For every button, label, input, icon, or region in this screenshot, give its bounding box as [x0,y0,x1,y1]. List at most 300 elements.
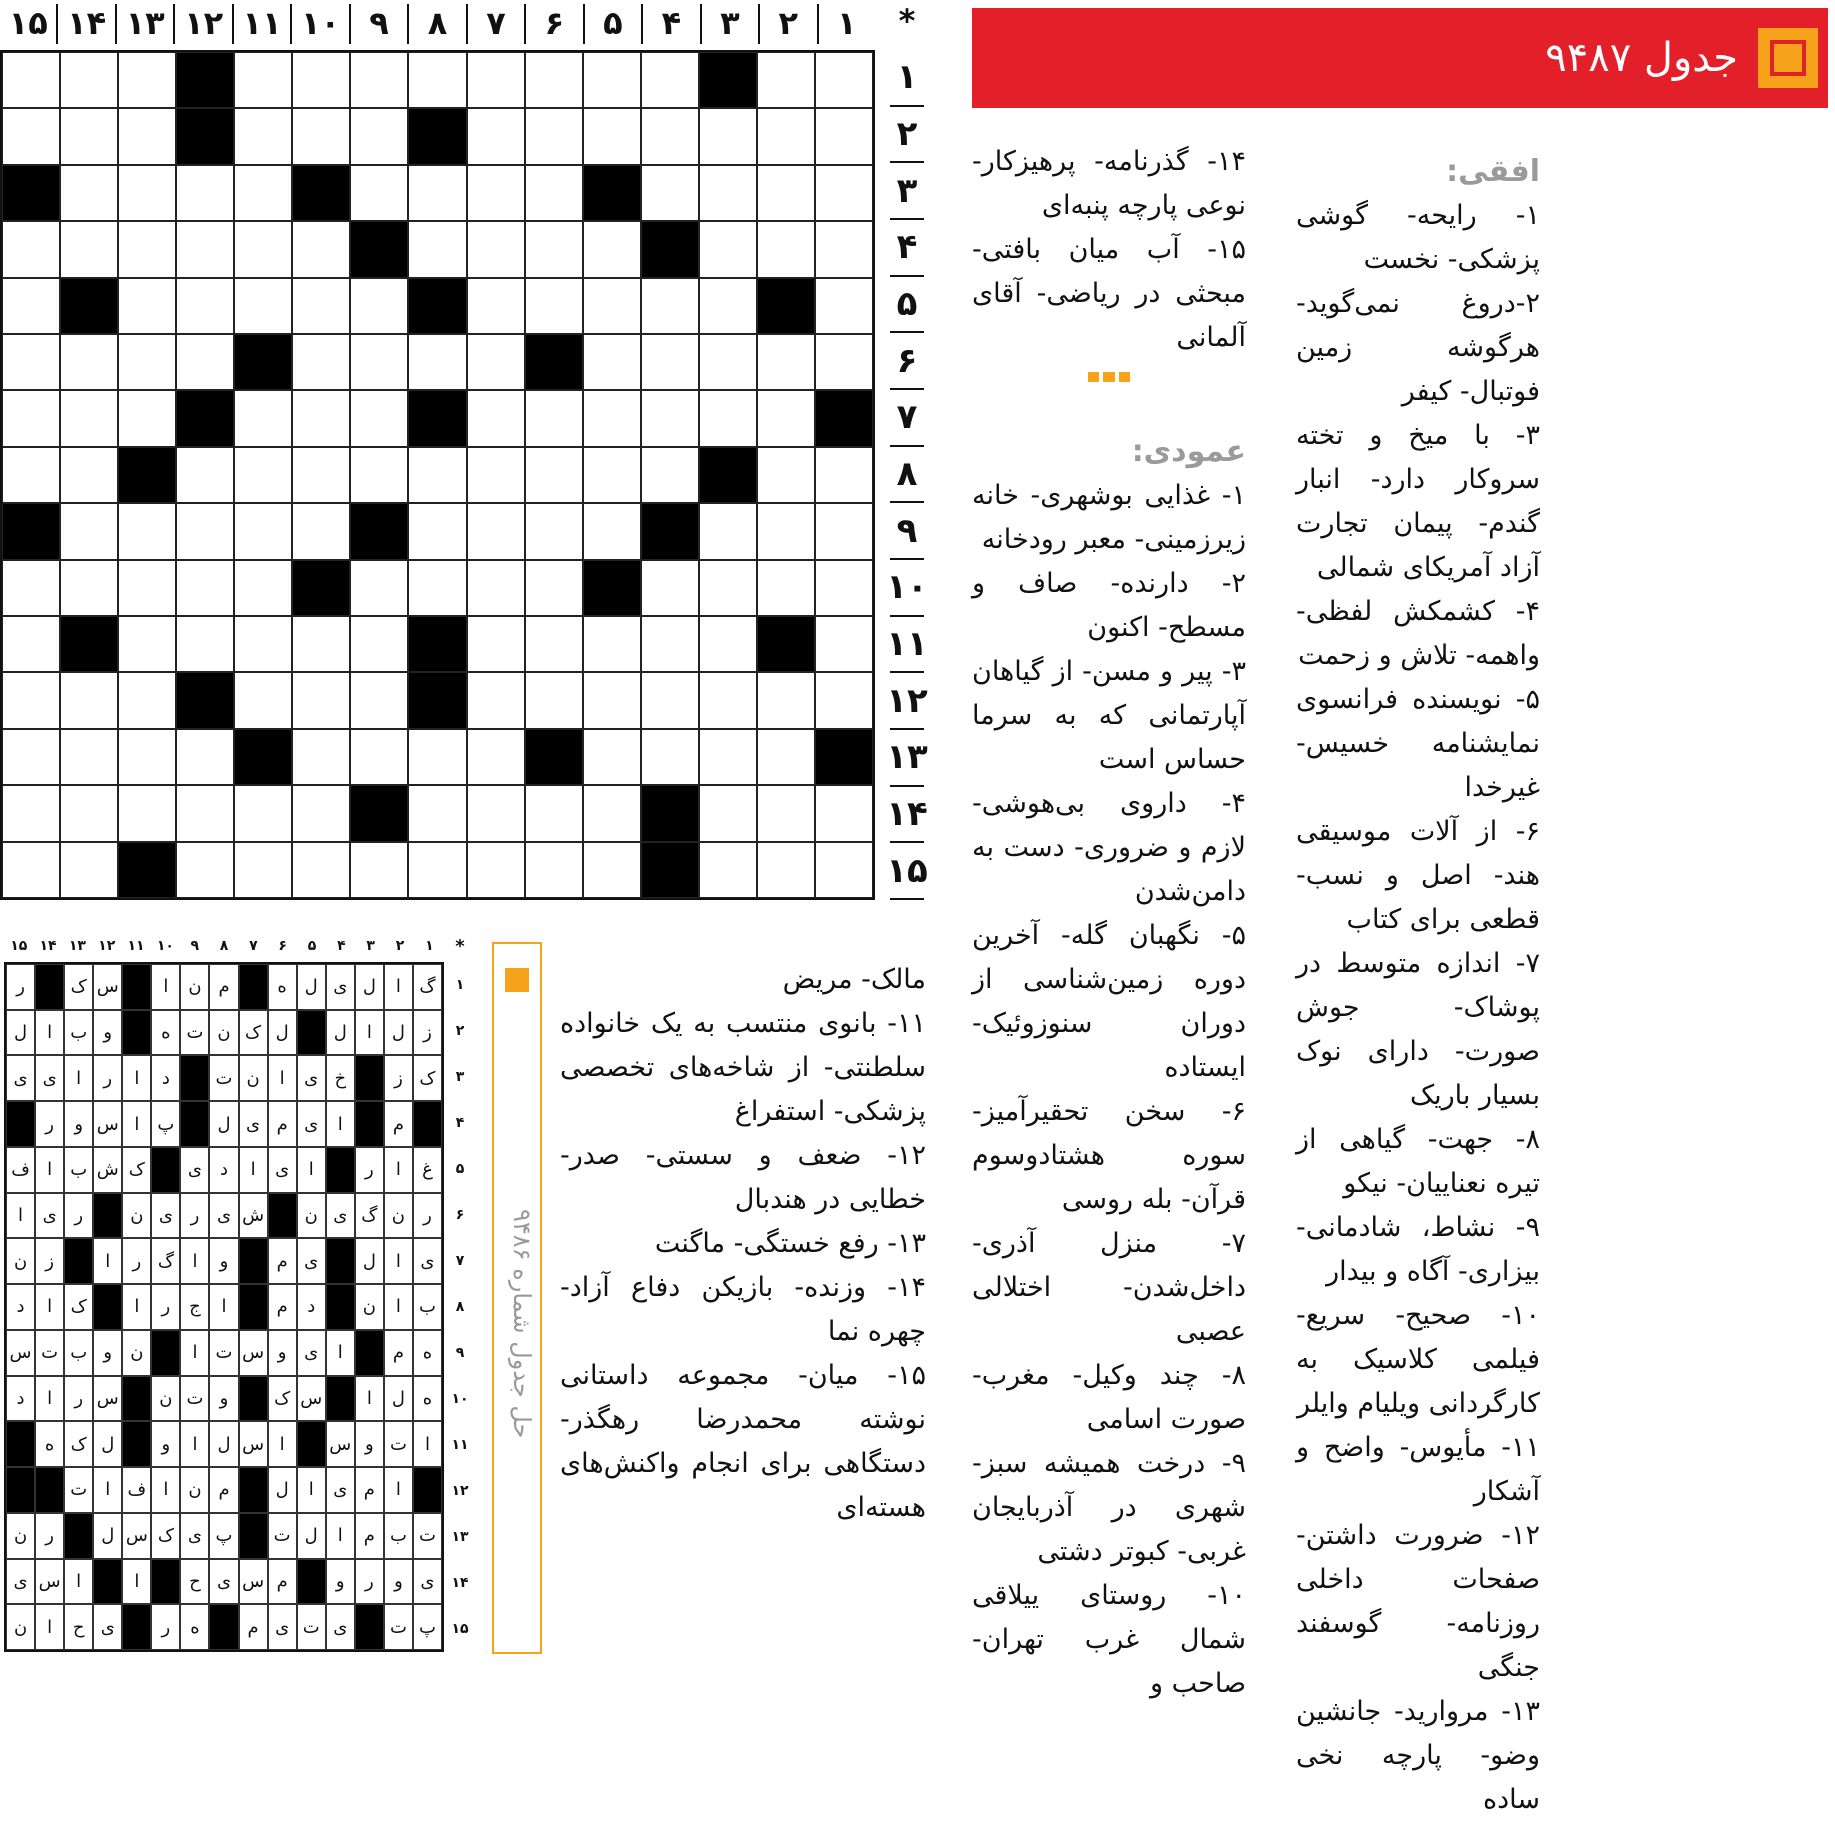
solution-row-number: ۶ [455,1207,465,1223]
grid-cell[interactable] [60,785,118,841]
solution-cell: س [93,1101,122,1147]
grid-cell[interactable] [583,221,641,277]
grid-cell[interactable] [176,616,234,672]
grid-cell[interactable] [408,52,466,108]
grid-cell[interactable] [234,390,292,446]
grid-cell[interactable] [118,52,176,108]
grid-cell[interactable] [699,165,757,221]
black-cell [583,560,641,616]
grid-cell[interactable] [583,447,641,503]
grid-cell[interactable] [467,221,525,277]
grid-cell[interactable] [2,278,60,334]
grid-cell[interactable] [292,108,350,164]
grid-cell[interactable] [176,221,234,277]
grid-cell[interactable] [176,785,234,841]
grid-cell[interactable] [467,616,525,672]
grid-cell[interactable] [641,447,699,503]
grid-cell[interactable] [234,672,292,728]
grid-cell[interactable] [292,842,350,898]
solution-black-cell [209,1604,238,1650]
grid-cell[interactable] [583,108,641,164]
solution-cell: ا [268,1421,297,1467]
grid-cell[interactable] [176,165,234,221]
solution-black-cell [180,1101,209,1147]
solution-black-cell [355,1330,384,1376]
solution-column-number: ۹ [190,938,199,954]
grid-cell[interactable] [350,334,408,390]
grid-cell[interactable] [699,729,757,785]
grid-cell[interactable] [234,616,292,672]
grid-cell[interactable] [815,52,873,108]
column-number: ۴ [641,4,699,44]
grid-cell[interactable] [583,842,641,898]
grid-cell[interactable] [583,785,641,841]
grid-cell[interactable] [350,842,408,898]
grid-cell[interactable] [118,278,176,334]
solution-cell: ا [35,1284,64,1330]
solution-black-cell [413,1101,442,1147]
grid-cell[interactable] [118,616,176,672]
grid-cell[interactable] [292,503,350,559]
solution-cell: ن [151,1376,180,1422]
grid-cell[interactable] [583,52,641,108]
grid-cell[interactable] [2,221,60,277]
black-cell [292,165,350,221]
grid-cell[interactable] [525,278,583,334]
solution-cell: ا [355,1376,384,1422]
solution-cell: ا [384,1147,413,1193]
column-number: ۷ [466,4,524,44]
grid-cell[interactable] [234,447,292,503]
grid-cell[interactable] [292,334,350,390]
solution-black-cell [151,1330,180,1376]
grid-cell[interactable] [292,729,350,785]
solution-cell: و [64,1101,93,1147]
grid-cell[interactable] [118,785,176,841]
grid-cell[interactable] [408,503,466,559]
solution-cell: ی [297,1330,326,1376]
column-number: ۱۵ [8,4,48,42]
solution-cell: ی [268,1147,297,1193]
solution-cell: پ [413,1604,442,1650]
grid-cell[interactable] [234,278,292,334]
grid-cell[interactable] [2,785,60,841]
grid-cell[interactable] [234,108,292,164]
grid-cell[interactable] [234,560,292,616]
grid-cell[interactable] [60,560,118,616]
solution-cell: ک [239,1010,268,1056]
grid-cell[interactable] [583,334,641,390]
grid-cell[interactable] [699,108,757,164]
grid-cell[interactable] [408,729,466,785]
solution-cell: ب [64,1147,93,1193]
grid-cell[interactable] [176,842,234,898]
solution-cell: م [268,1101,297,1147]
solution-logo-icon [505,968,529,992]
grid-cell[interactable] [60,842,118,898]
grid-cell[interactable] [583,503,641,559]
grid-cell[interactable] [525,108,583,164]
grid-cell[interactable] [350,108,408,164]
puzzle-header [972,8,1828,108]
grid-cell[interactable] [292,390,350,446]
row-number: ۵ [890,277,924,334]
grid-cell[interactable] [60,390,118,446]
solution-cell: د [151,1055,180,1101]
solution-cell: س [6,1330,35,1376]
grid-cell[interactable] [699,560,757,616]
solution-black-cell [151,1559,180,1605]
grid-cell[interactable] [2,447,60,503]
grid-cell[interactable] [757,165,815,221]
grid-cell[interactable] [467,165,525,221]
grid-cell[interactable] [525,842,583,898]
grid-cell[interactable] [2,560,60,616]
grid-cell[interactable] [234,842,292,898]
clue-item: ۵- نگهبان گله- آخرین دوره زمین‌شناسی از دوران سنوزوئیک- ایستاده [972,920,1246,1083]
grid-cell[interactable] [60,503,118,559]
grid-cell[interactable] [525,447,583,503]
solution-cell: ت [64,1467,93,1513]
grid-cell[interactable] [757,447,815,503]
grid-cell[interactable] [815,785,873,841]
down-heading: عمودی: [1131,434,1246,469]
row-number: ۱۳ [890,730,924,787]
grid-cell[interactable] [583,729,641,785]
grid-cell[interactable] [641,278,699,334]
grid-cell[interactable] [60,672,118,728]
grid-cell[interactable] [815,278,873,334]
grid-cell[interactable] [292,785,350,841]
row-number: ۲ [890,107,924,164]
grid-cell[interactable] [2,842,60,898]
grid-cell[interactable] [60,729,118,785]
grid-cell[interactable] [583,390,641,446]
grid-cell[interactable] [467,785,525,841]
solution-black-cell [6,1101,35,1147]
grid-cell[interactable] [467,390,525,446]
column-number: ۲ [758,4,816,44]
black-cell [118,447,176,503]
solution-cell: ا [122,1559,151,1605]
solution-cell: د [297,1284,326,1330]
solution-black-cell [6,1467,35,1513]
grid-cell[interactable] [118,108,176,164]
grid-cell[interactable] [408,221,466,277]
grid-cell[interactable] [467,278,525,334]
solution-cell: خ [326,1055,355,1101]
grid-cell[interactable] [757,334,815,390]
solution-cell: ی [93,1604,122,1650]
grid-cell[interactable] [467,52,525,108]
solution-cell: ر [413,1193,442,1239]
solution-label-box [492,942,542,1654]
solution-cell: ا [35,1147,64,1193]
black-cell [60,616,118,672]
grid-cell[interactable] [350,447,408,503]
grid-cell[interactable] [467,842,525,898]
grid-cell[interactable] [815,503,873,559]
grid-cell[interactable] [641,729,699,785]
solution-cell: ی [413,1559,442,1605]
solution-cell: ن [355,1284,384,1330]
grid-cell[interactable] [815,672,873,728]
down-clues-continued [560,958,926,1530]
grid-cell[interactable] [699,221,757,277]
grid-cell[interactable] [525,672,583,728]
black-cell [408,108,466,164]
crossword-grid [0,50,875,900]
grid-cell[interactable] [176,560,234,616]
grid-cell[interactable] [350,52,408,108]
solution-cell: ن [6,1238,35,1284]
solution-cell: ک [64,1284,93,1330]
grid-cell[interactable] [118,165,176,221]
grid-cell[interactable] [118,560,176,616]
grid-cell[interactable] [60,108,118,164]
grid-cell[interactable] [234,221,292,277]
grid-cell[interactable] [176,447,234,503]
grid-cell[interactable] [467,560,525,616]
grid-cell[interactable] [641,672,699,728]
grid-cell[interactable] [699,785,757,841]
grid-cell[interactable] [583,672,641,728]
black-cell [350,221,408,277]
grid-cell[interactable] [2,390,60,446]
grid-cell[interactable] [118,334,176,390]
grid-cell[interactable] [757,52,815,108]
row-numbers [882,50,932,900]
grid-cell[interactable] [757,842,815,898]
grid-cell[interactable] [234,785,292,841]
grid-cell[interactable] [525,785,583,841]
grid-cell[interactable] [757,560,815,616]
grid-cell[interactable] [525,52,583,108]
solution-cell: م [268,1238,297,1284]
solution-black-cell [355,1604,384,1650]
grid-cell[interactable] [815,560,873,616]
solution-cell: ب [64,1330,93,1376]
solution-cell: ا [326,1101,355,1147]
grid-cell[interactable] [467,729,525,785]
solution-black-cell [268,1193,297,1239]
grid-cell[interactable] [757,672,815,728]
grid-cell[interactable] [525,221,583,277]
grid-cell[interactable] [641,616,699,672]
grid-cell[interactable] [699,616,757,672]
grid-cell[interactable] [583,616,641,672]
grid-cell[interactable] [525,390,583,446]
grid-cell[interactable] [350,390,408,446]
grid-cell[interactable] [641,108,699,164]
solution-black-cell [239,1513,268,1559]
grid-cell[interactable] [641,560,699,616]
solution-cell: و [93,1010,122,1056]
grid-cell[interactable] [641,165,699,221]
grid-cell[interactable] [2,108,60,164]
solution-cell: ک [151,1513,180,1559]
solution-cell: ر [35,1513,64,1559]
grid-cell[interactable] [757,785,815,841]
solution-cell: ل [297,964,326,1010]
grid-cell[interactable] [292,221,350,277]
grid-cell[interactable] [350,729,408,785]
grid-cell[interactable] [525,560,583,616]
grid-cell[interactable] [292,447,350,503]
grid-cell[interactable] [118,729,176,785]
solution-cell: و [151,1421,180,1467]
grid-cell[interactable] [815,221,873,277]
grid-cell[interactable] [408,165,466,221]
grid-cell[interactable] [525,503,583,559]
solution-black-cell [93,1284,122,1330]
grid-cell[interactable] [641,390,699,446]
black-cell [176,108,234,164]
grid-cell[interactable] [292,52,350,108]
solution-cell: ن [6,1604,35,1650]
grid-cell[interactable] [60,447,118,503]
grid-cell[interactable] [2,729,60,785]
grid-cell[interactable] [641,52,699,108]
grid-cell[interactable] [408,334,466,390]
grid-cell[interactable] [408,560,466,616]
grid-cell[interactable] [292,616,350,672]
clue-item: ۴- کشمکش لفظی- واهمه- تلاش و زحمت [1296,596,1540,671]
grid-cell[interactable] [234,165,292,221]
grid-cell[interactable] [699,390,757,446]
column-number: ۱۰ [290,4,348,44]
row-number: ۱۰ [890,560,924,617]
clue-item: ۲-دروغ نمی‌گوید- هرگوشه زمین فوتبال- کیفر [1296,288,1540,407]
grid-cell[interactable] [234,503,292,559]
grid-cell[interactable] [350,278,408,334]
clue-item: ۱۲- ضرورت داشتن- صفحات داخلی روزنامه- گوسفند جنگی [1296,1520,1540,1683]
clue-item: ۱۴- وزنده- بازیکن دفاع آزاد- چهره نما [560,1272,926,1347]
grid-cell[interactable] [118,221,176,277]
solution-cell: ل [326,1010,355,1056]
solution-column-number: ۷ [249,938,258,954]
grid-cell[interactable] [2,52,60,108]
solution-cell: ا [209,1284,238,1330]
page-title: جدول ۹۴۸۷ [1545,35,1738,81]
solution-black-cell [355,1101,384,1147]
grid-cell[interactable] [234,52,292,108]
grid-cell[interactable] [408,785,466,841]
solution-cell: ک [64,1421,93,1467]
solution-cell: ر [35,1101,64,1147]
grid-cell[interactable] [641,334,699,390]
solution-cell: ر [122,1238,151,1284]
solution-black-cell [239,1284,268,1330]
solution-cell: ل [93,1421,122,1467]
grid-cell[interactable] [467,447,525,503]
clue-item: ۱۳- رفع خستگی- ماگنت [654,1228,926,1259]
grid-cell[interactable] [757,221,815,277]
clue-item: ۳- با میخ و تخته سروکار دارد- انبار گندم- پیمان تجارت آزاد آمریکای شمالی [1296,420,1540,583]
grid-cell[interactable] [467,108,525,164]
grid-cell[interactable] [467,672,525,728]
solution-cell: ک [64,964,93,1010]
grid-cell[interactable] [467,334,525,390]
solution-cell: ی [6,1055,35,1101]
grid-cell[interactable] [757,729,815,785]
grid-cell[interactable] [176,503,234,559]
black-cell [408,390,466,446]
clue-item: ۱۴- گذرنامه- پرهیزکار- نوعی پارچه پنبه‌ای [972,146,1246,221]
grid-cell[interactable] [60,334,118,390]
solution-column-number: ۳ [366,938,375,954]
black-cell [2,503,60,559]
clue-item: ۲- دارنده- صاف و مسطح- اکنون [972,568,1246,643]
solution-cell: ب [64,1010,93,1056]
grid-cell[interactable] [350,616,408,672]
grid-cell[interactable] [815,842,873,898]
grid-cell[interactable] [176,278,234,334]
solution-cell: ا [326,1330,355,1376]
grid-cell[interactable] [815,334,873,390]
grid-cell[interactable] [815,165,873,221]
grid-cell[interactable] [60,52,118,108]
solution-cell: ر [93,1055,122,1101]
grid-cell[interactable] [583,278,641,334]
row-number: ۴ [890,220,924,277]
grid-cell[interactable] [60,221,118,277]
grid-cell[interactable] [699,334,757,390]
grid-cell[interactable] [757,108,815,164]
grid-cell[interactable] [699,842,757,898]
solution-cell: د [6,1284,35,1330]
grid-cell[interactable] [60,165,118,221]
grid-cell[interactable] [118,390,176,446]
row-number: ۸ [890,447,924,504]
grid-cell[interactable] [176,334,234,390]
grid-cell[interactable] [118,503,176,559]
grid-cell[interactable] [176,729,234,785]
grid-cell[interactable] [699,503,757,559]
grid-cell[interactable] [118,672,176,728]
grid-cell[interactable] [2,616,60,672]
grid-cell[interactable] [699,672,757,728]
grid-cell[interactable] [699,278,757,334]
grid-cell[interactable] [350,560,408,616]
grid-cell[interactable] [408,842,466,898]
grid-cell[interactable] [292,672,350,728]
grid-cell[interactable] [525,165,583,221]
solution-cell: ک [413,1055,442,1101]
grid-cell[interactable] [815,447,873,503]
grid-cell[interactable] [757,503,815,559]
solution-cell: ف [122,1467,151,1513]
grid-cell[interactable] [757,390,815,446]
grid-cell[interactable] [815,616,873,672]
solution-cell: ه [413,1330,442,1376]
grid-cell[interactable] [2,672,60,728]
grid-cell[interactable] [408,447,466,503]
grid-cell[interactable] [350,165,408,221]
grid-cell[interactable] [292,278,350,334]
solution-cell: ا [268,1055,297,1101]
solution-cell: س [239,1421,268,1467]
grid-cell[interactable] [467,503,525,559]
grid-cell[interactable] [350,672,408,728]
row-number: ۷ [890,390,924,447]
solution-row-number: ۱ [455,977,465,993]
black-cell [641,842,699,898]
solution-black-cell [35,964,64,1010]
grid-cell[interactable] [2,334,60,390]
grid-cell[interactable] [815,108,873,164]
grid-cell[interactable] [525,616,583,672]
